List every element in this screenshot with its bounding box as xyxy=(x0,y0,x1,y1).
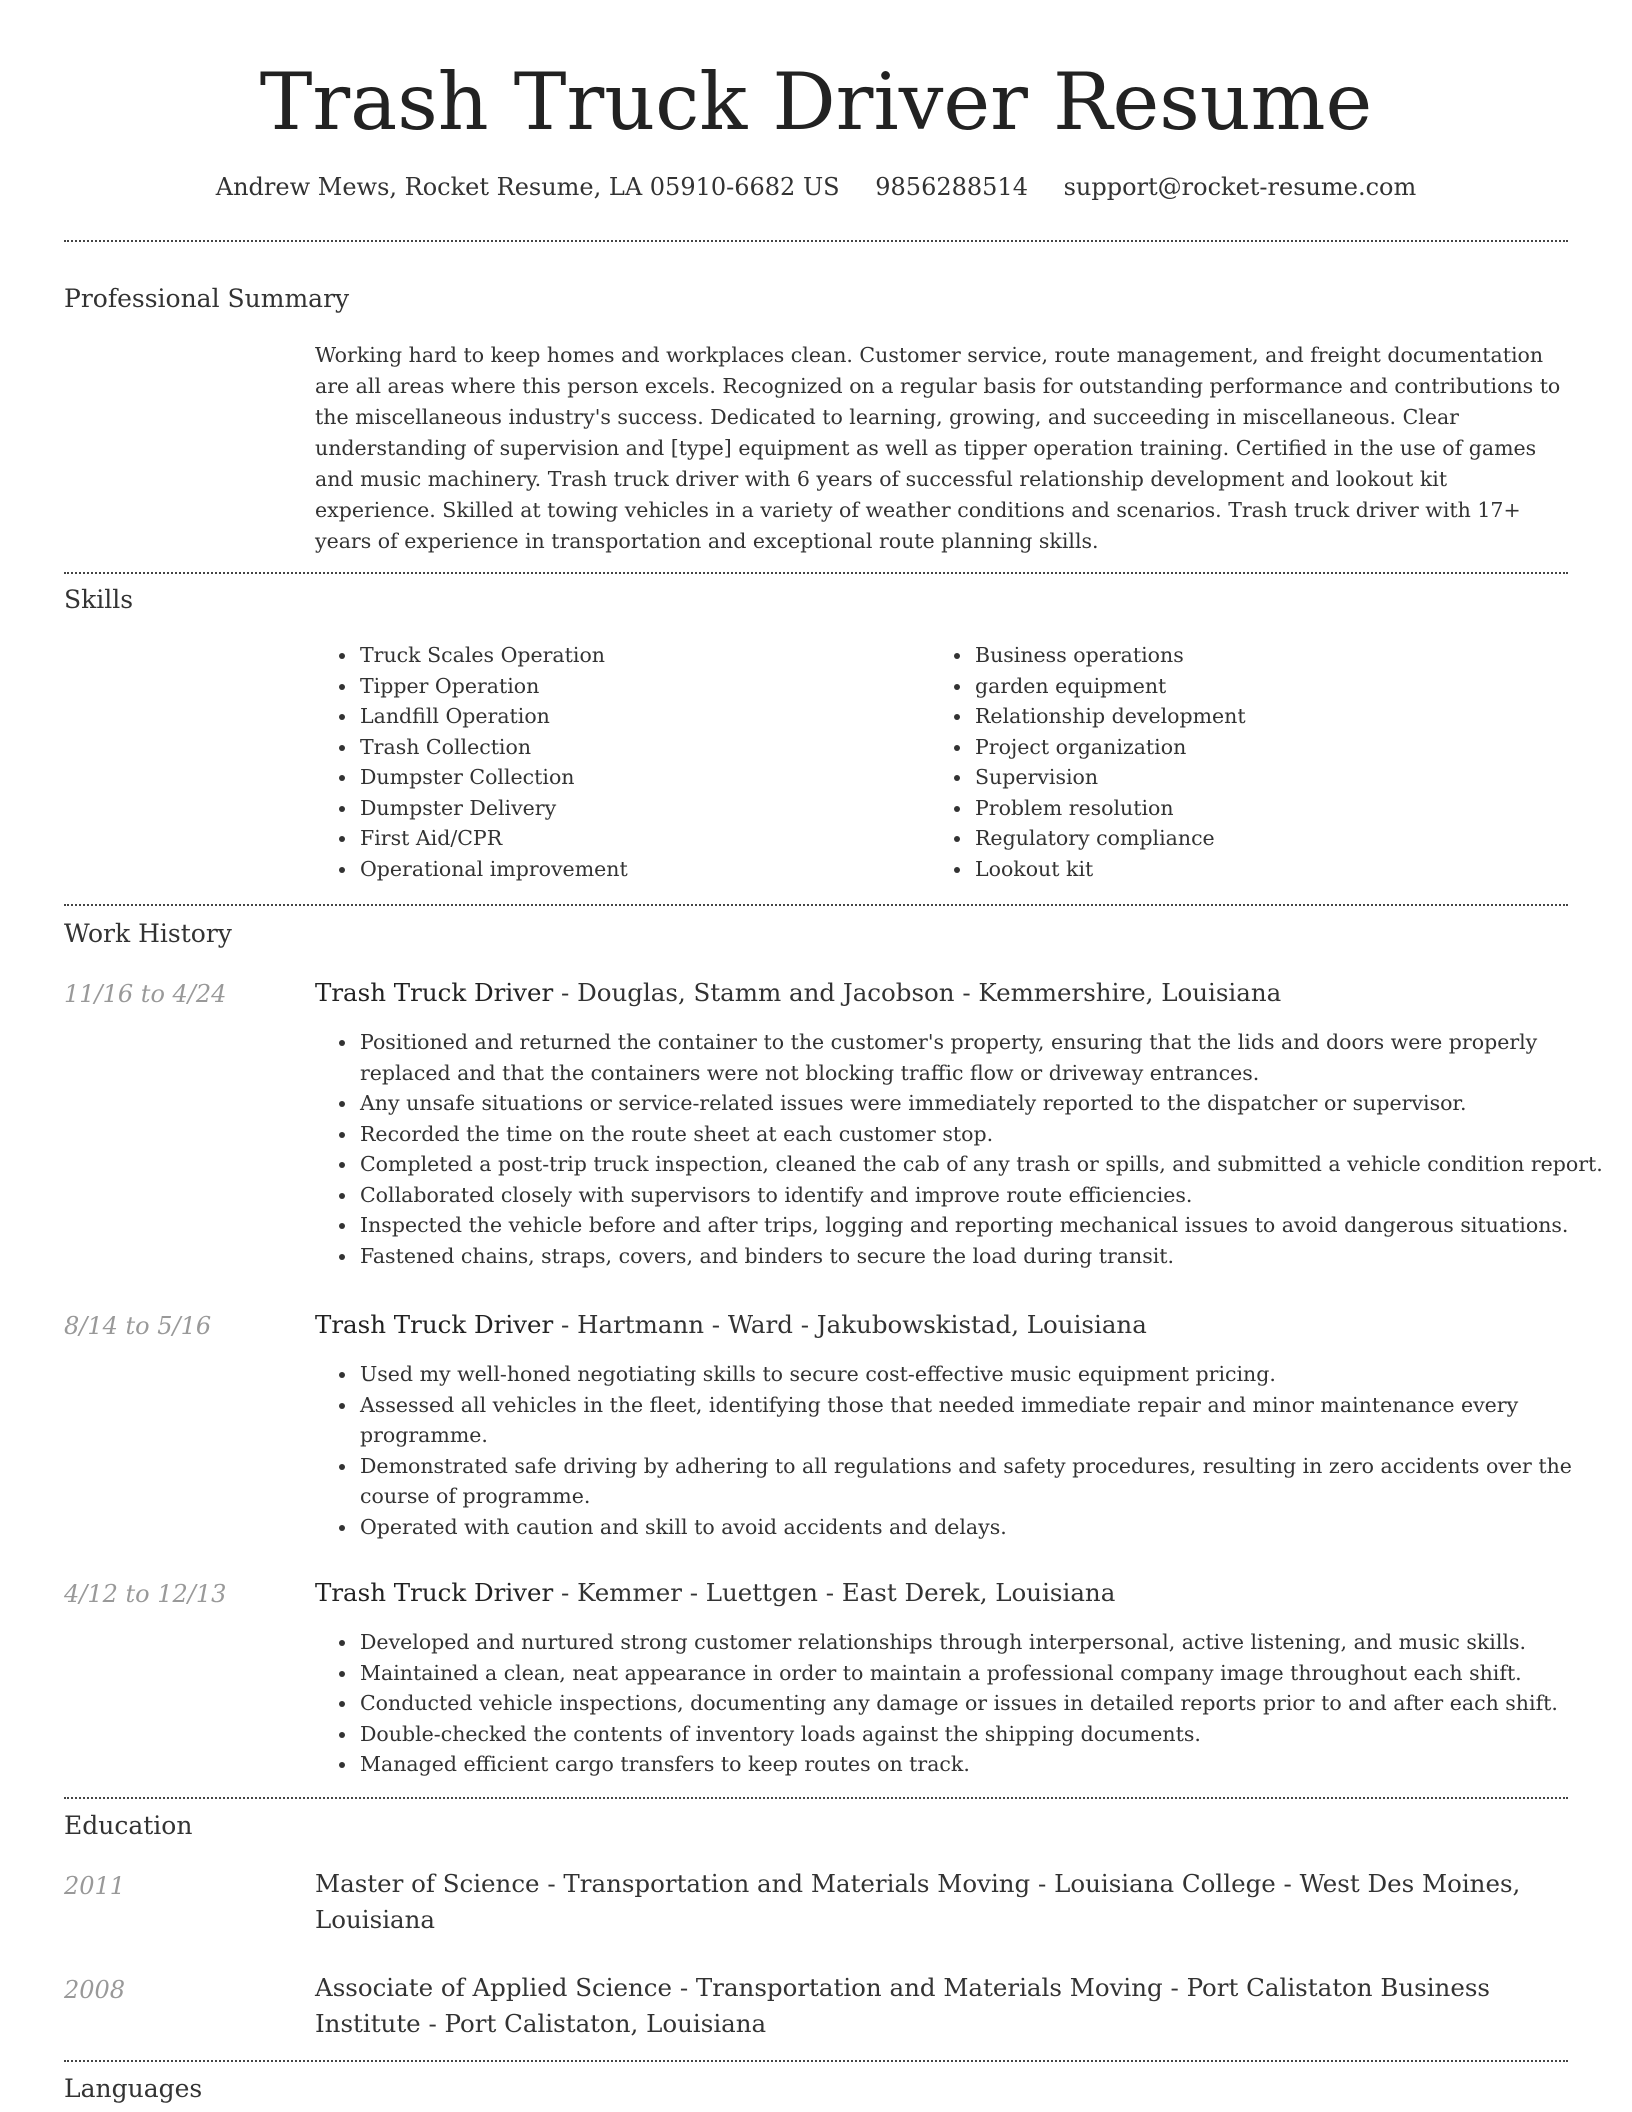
job-bullet: • Inspected the vehicle before and after trips, logging and reporting mechanical issues to avoid dangerous situations. xyxy=(358,1210,1613,1241)
job-bullet: • Used my well-honed negotiating skills to secure cost-effective music equipment pricing. xyxy=(358,1359,1613,1390)
job-bullet: • Demonstrated safe driving by adhering to all regulations and safety procedures, resulting in zero accidents over the course of programme. xyxy=(358,1451,1613,1512)
skill-item: • Relationship development xyxy=(973,701,1573,732)
education-year: 2008 xyxy=(64,1976,126,2004)
job-bullets xyxy=(315,1627,1613,1780)
job-bullet: • Fastened chains, straps, covers, and binders to secure the load during transit. xyxy=(358,1241,1613,1272)
divider xyxy=(64,572,1568,574)
education-entry: Master of Science - Transportation and Materials Moving - Louisiana College - West Des Moines, Louisiana xyxy=(315,1869,1521,1934)
job-employer: - Hartmann - Ward - Jakubowskistad, Louisiana xyxy=(553,1310,1147,1339)
job-role: Trash Truck Driver xyxy=(315,978,554,1007)
job-title xyxy=(315,1307,1570,1343)
contact-email: support@rocket-resume.com xyxy=(1063,173,1417,201)
skill-item: • Regulatory compliance xyxy=(973,823,1573,854)
job-bullet: • Double-checked the contents of inventory loads against the shipping documents. xyxy=(358,1719,1613,1750)
skill-item: • Tipper Operation xyxy=(358,671,918,702)
skills-heading: Skills xyxy=(64,585,134,614)
job-bullet: • Completed a post-trip truck inspection, cleaned the cab of any trash or spills, and submitted a vehicle condition report. xyxy=(358,1149,1613,1180)
summary-text: Working hard to keep homes and workplaces clean. Customer service, route management, and freight documentation are all areas where this person excels. Recognized on a regular basis for outstanding performance and contributions to the miscellaneous industry's success. Dedicated to learning, growing, and succeeding in miscellaneous. Clear understanding of supervision and [type] equipment as well as tipper operation training. Certified in the use of games and music machinery. Trash truck driver with 6 years of successful relationship development and lookout kit experience. Skilled at towing vehicles in a variety of weather conditions and scenarios. Trash truck driver with 17+ years of experience in transportation and exceptional route planning skills. xyxy=(315,343,1561,553)
skills-list-right xyxy=(930,640,1573,884)
job-role: Trash Truck Driver xyxy=(315,1310,554,1339)
job-bullet: • Managed efficient cargo transfers to keep routes on track. xyxy=(358,1749,1613,1780)
job-role: Trash Truck Driver xyxy=(315,1578,554,1607)
skill-item: • Problem resolution xyxy=(973,793,1573,824)
skill-item: • First Aid/CPR xyxy=(358,823,918,854)
skill-item: • Lookout kit xyxy=(973,854,1573,885)
skill-item: • Truck Scales Operation xyxy=(358,640,918,671)
job-bullets xyxy=(315,1027,1613,1271)
work-heading: Work History xyxy=(64,919,232,948)
job-bullet: • Operated with caution and skill to avoid accidents and delays. xyxy=(358,1512,1613,1543)
skill-item: • Dumpster Collection xyxy=(358,762,918,793)
skill-item: • Operational improvement xyxy=(358,854,918,885)
divider xyxy=(64,904,1568,906)
job-bullet: • Assessed all vehicles in the fleet, identifying those that needed immediate repair and minor maintenance every programme. xyxy=(358,1390,1613,1451)
resume-title: Trash Truck Driver Resume xyxy=(259,56,1373,148)
job-dates: 8/14 to 5/16 xyxy=(64,1312,212,1340)
job-bullets xyxy=(315,1359,1613,1542)
languages-heading: Languages xyxy=(64,2074,203,2103)
contact-phone: 9856288514 xyxy=(875,173,1028,201)
job-title xyxy=(315,1575,1570,1611)
job-bullet: • Recorded the time on the route sheet at each customer stop. xyxy=(358,1119,1613,1150)
divider xyxy=(64,1797,1568,1799)
divider xyxy=(64,2060,1568,2062)
skills-list-left xyxy=(315,640,918,884)
job-dates: 4/12 to 12/13 xyxy=(64,1580,227,1608)
job-bullet: • Any unsafe situations or service-related issues were immediately reported to the dispatcher or supervisor. xyxy=(358,1088,1613,1119)
contact-line xyxy=(0,172,1632,202)
summary-heading: Professional Summary xyxy=(64,284,350,313)
education-entry: Associate of Applied Science - Transportation and Materials Moving - Port Calistaton Business Institute - Port Calistaton, Louisiana xyxy=(315,1973,1490,2038)
divider xyxy=(64,240,1568,242)
skill-item: • Dumpster Delivery xyxy=(358,793,918,824)
skill-item: • Business operations xyxy=(973,640,1573,671)
job-bullet: • Positioned and returned the container to the customer's property, ensuring that the lids and doors were properly replaced and that the containers were not blocking traffic flow or driveway entrances. xyxy=(358,1027,1613,1088)
job-bullet: • Maintained a clean, neat appearance in order to maintain a professional company image throughout each shift. xyxy=(358,1658,1613,1689)
skill-item: • garden equipment xyxy=(973,671,1573,702)
skill-item: • Trash Collection xyxy=(358,732,918,763)
education-heading: Education xyxy=(64,1811,193,1840)
skill-item: • Project organization xyxy=(973,732,1573,763)
job-employer: - Kemmer - Luettgen - East Derek, Louisiana xyxy=(553,1578,1116,1607)
job-dates: 11/16 to 4/24 xyxy=(64,980,227,1008)
job-title xyxy=(315,975,1570,1011)
job-bullet: • Conducted vehicle inspections, documenting any damage or issues in detailed reports prior to and after each shift. xyxy=(358,1688,1613,1719)
skill-item: • Supervision xyxy=(973,762,1573,793)
education-year: 2011 xyxy=(64,1872,126,1900)
contact-address: Andrew Mews, Rocket Resume, LA 05910-6682 US xyxy=(215,173,840,201)
job-employer: - Douglas, Stamm and Jacobson - Kemmershire, Louisiana xyxy=(553,978,1282,1007)
job-bullet: • Collaborated closely with supervisors to identify and improve route efficiencies. xyxy=(358,1180,1613,1211)
job-bullet: • Developed and nurtured strong customer relationships through interpersonal, active listening, and music skills. xyxy=(358,1627,1613,1658)
skill-item: • Landfill Operation xyxy=(358,701,918,732)
